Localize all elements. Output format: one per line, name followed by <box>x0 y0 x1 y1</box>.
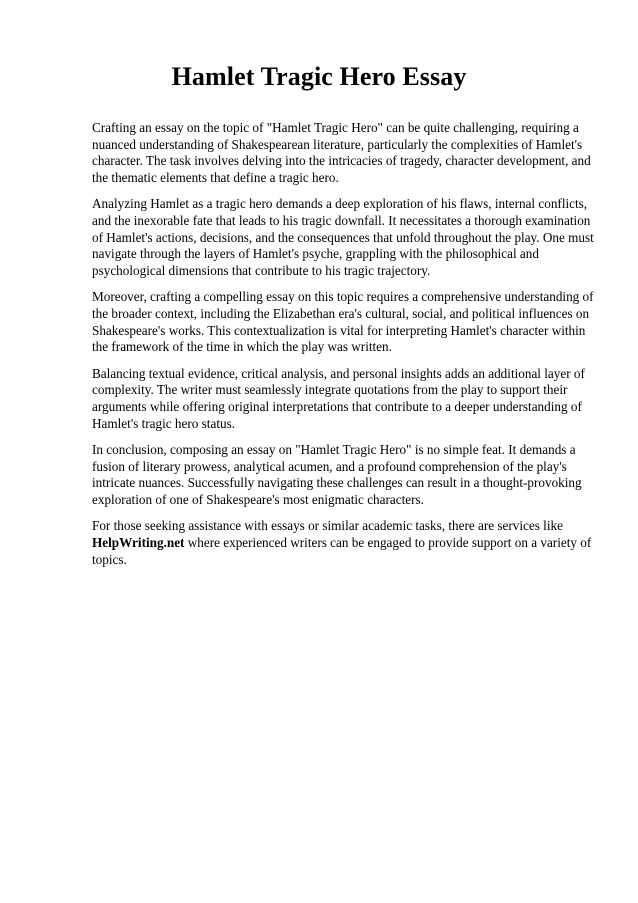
page-title: Hamlet Tragic Hero Essay <box>171 62 467 91</box>
closing-text-before: For those seeking assistance with essays or similar academic tasks, there are services like <box>92 518 563 534</box>
essay-body <box>92 120 596 568</box>
paragraph-4: Balancing textual evidence, critical analysis, and personal insights adds an additional layer of complexity. The writer must seamlessly integrate quotations from the play to support their arguments while offering original interpretations that contribute to a deeper understanding of Hamlet's tragic hero status. <box>92 365 585 431</box>
paragraph-3: Moreover, crafting a compelling essay on this topic requires a comprehensive understanding of the broader context, including the Elizabethan era's cultural, social, and political influences on Shakespeare's works. This contextualization is vital for interpreting Hamlet's character within the framework of the time in which the play was written. <box>92 289 594 355</box>
brand-name: HelpWriting.net <box>92 535 185 551</box>
closing-paragraph <box>92 518 596 568</box>
paragraph-2: Analyzing Hamlet as a tragic hero demands a deep exploration of his flaws, internal conflicts, and the inexorable fate that leads to his tragic downfall. It necessitates a thorough examination of Hamlet's actions, decisions, and the consequences that unfold throughout the play. One must navigate through the layers of Hamlet's psyche, grappling with the philosophical and psychological dimensions that contribute to his tragic trajectory. <box>92 196 594 278</box>
closing-text-after: where experienced writers can be engaged to provide support on a variety of topics. <box>92 535 592 567</box>
paragraph-1: Crafting an essay on the topic of "Hamlet Tragic Hero" can be quite challenging, requiring a nuanced understanding of Shakespearean literature, particularly the complexities of Hamlet's character. The task involves delving into the intricacies of tragedy, character development, and the thematic elements that define a tragic hero. <box>92 120 591 185</box>
paragraph-5: In conclusion, composing an essay on "Hamlet Tragic Hero" is no simple feat. It demands a fusion of literary prowess, analytical acumen, and a profound comprehension of the play's intricate nuances. Successfully navigating these challenges can result in a thought-provoking exploration of one of Shakespeare's most enigmatic characters. <box>92 442 582 507</box>
